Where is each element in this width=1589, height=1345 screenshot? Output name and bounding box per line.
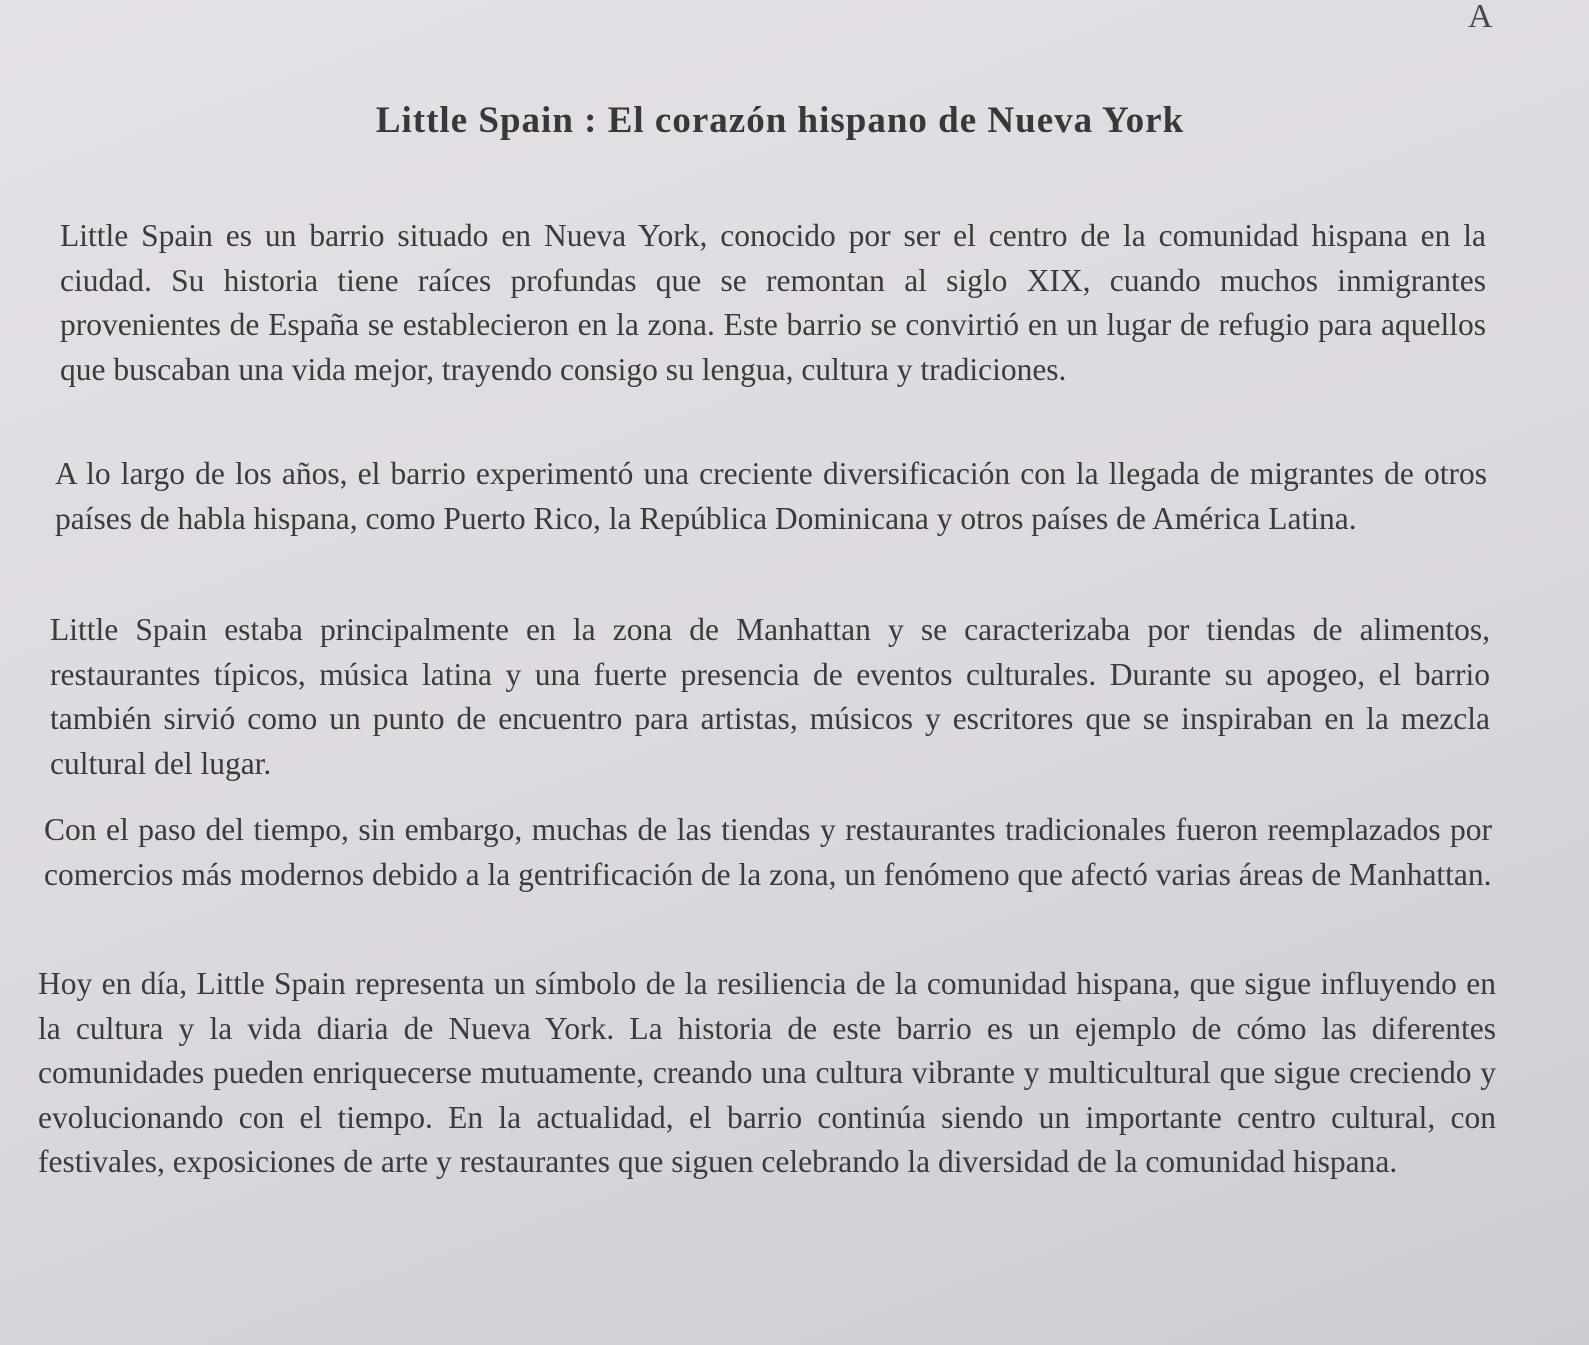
paragraph: Hoy en día, Little Spain representa un símbolo de la resiliencia de la comunidad hispana, que sigue influyendo en la cultura y la vida diaria de Nueva York. La historia de este barrio es un ejemplo de cómo las diferentes comunidades pueden enriquecerse mutuamente, creando una cultura vibrante y multicultural que sigue creciendo y evolucionando con el tiempo. En la actualidad, el barrio continúa siendo un importante centro cultural, con festivales, exposiciones de arte y restaurantes que siguen celebrando la diversidad de la comunidad hispana. [38, 966, 1496, 1180]
document-title: Little Spain : El corazón hispano de Nueva York [375, 99, 1185, 141]
paragraph: Con el paso del tiempo, sin embargo, muchas de las tiendas y restaurantes tradicionales fueron reemplazados por comercios más modernos debido a la gentrificación de la zona, un fenómeno que afectó varias áreas de Manhattan. [44, 812, 1492, 892]
corner-mark: A [1468, 0, 1493, 35]
paragraph: Little Spain estaba principalmente en la zona de Manhattan y se caracterizaba por tiendas de alimentos, restaurantes típicos, música latina y una fuerte presencia de eventos culturales. Durante su apogeo, el barrio también sirvió como un punto de encuentro para artistas, músicos y escritores que se inspiraban en la mezcla cultural del lugar. [50, 612, 1490, 781]
paragraph: Little Spain es un barrio situado en Nueva York, conocido por ser el centro de la comunidad hispana en la ciudad. Su historia tiene raíces profundas que se remontan al siglo XIX, cuando muchos inmigrantes provenientes de España se establecieron en la zona. Este barrio se convirtió en un lugar de refugio para aquellos que buscaban una vida mejor, trayendo consigo su lengua, cultura y tradiciones. [60, 218, 1486, 387]
paragraph: A lo largo de los años, el barrio experimentó una creciente diversificación con la llegada de migrantes de otros países de habla hispana, como Puerto Rico, la República Dominicana y otros países de América Latina. [55, 456, 1487, 536]
